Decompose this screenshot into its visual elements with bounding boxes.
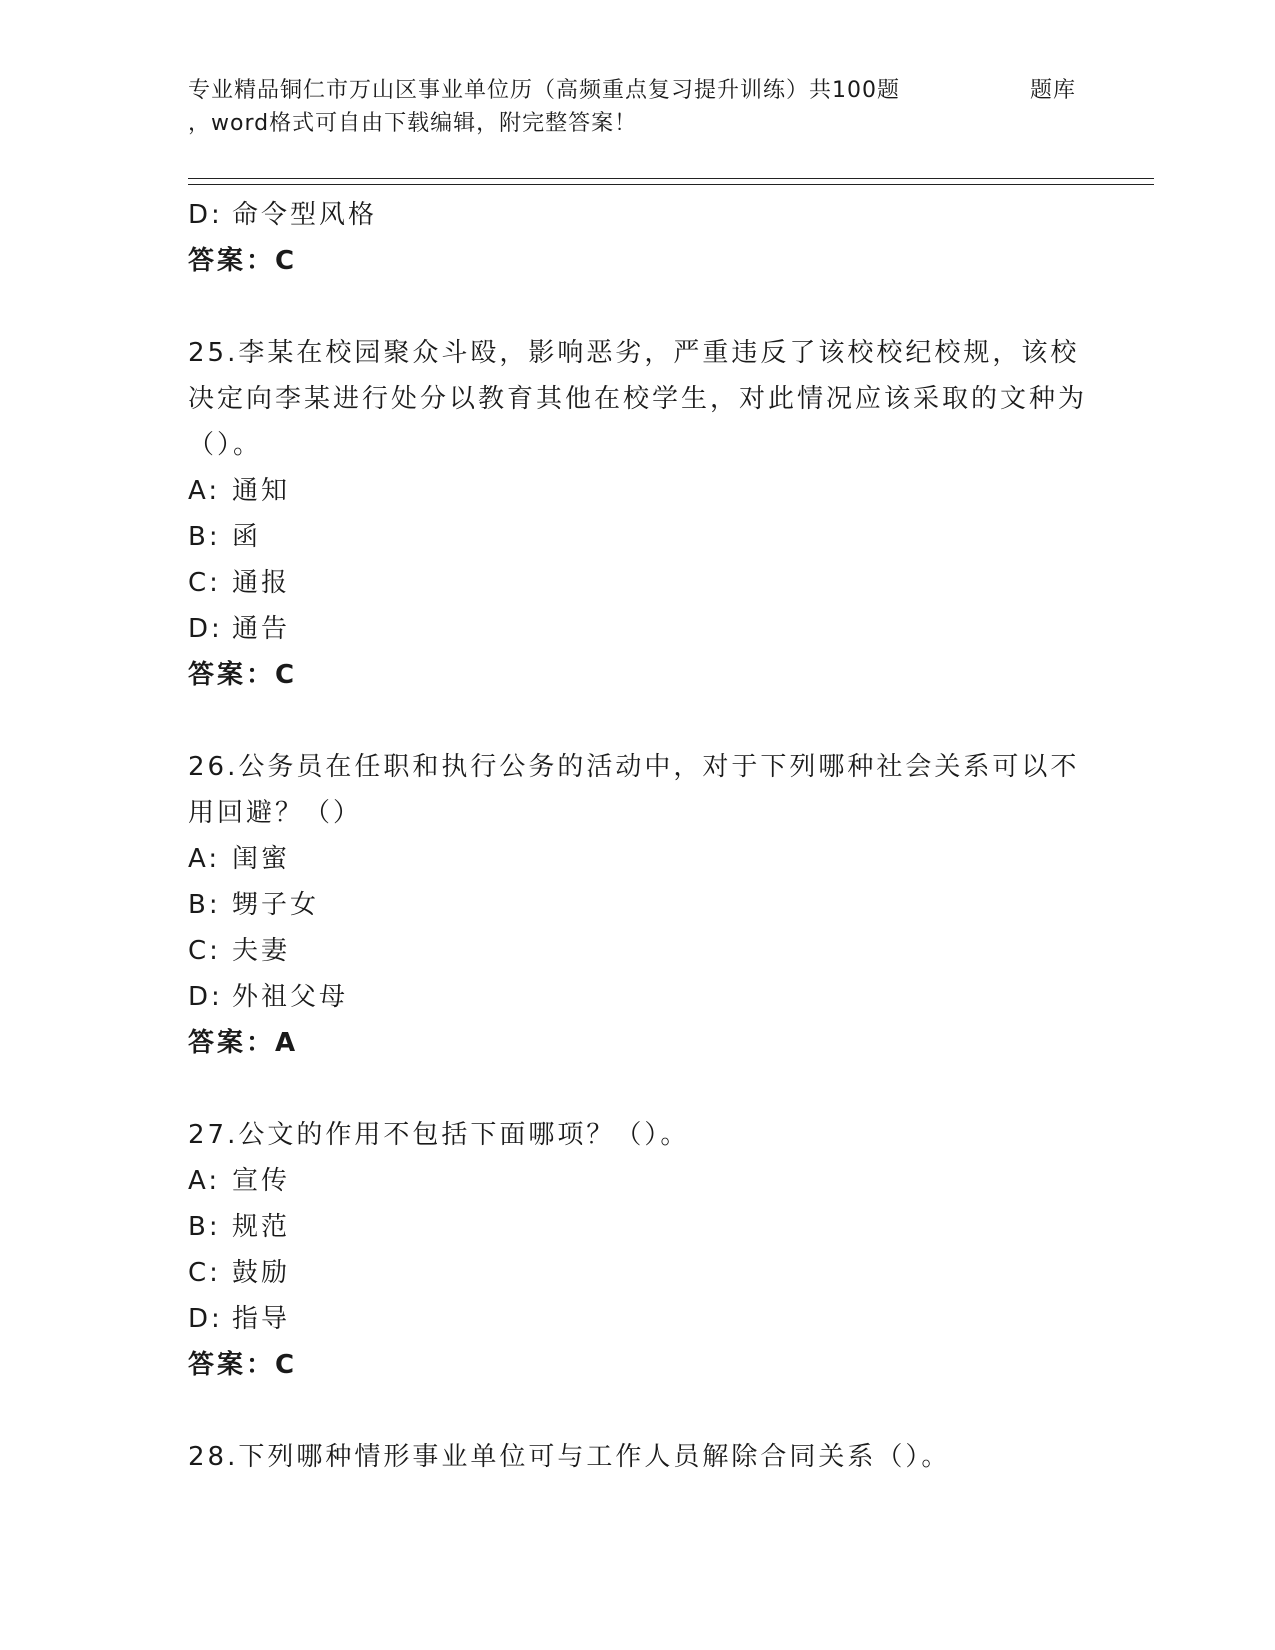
option-a: A: 闺蜜	[188, 844, 291, 874]
header-divider-bottom	[188, 184, 1154, 185]
option-c: C: 夫妻	[188, 936, 291, 966]
option-d: D: 指导	[188, 1304, 291, 1334]
option-b: B: 函	[188, 522, 262, 552]
option-b: B: 甥子女	[188, 890, 320, 920]
document-body	[188, 192, 1088, 1480]
header-subtitle: ，word格式可自由下载编辑，附完整答案！	[188, 111, 638, 136]
option-a: A: 宣传	[188, 1166, 291, 1196]
header-title: 专业精品铜仁市万山区事业单位历（高频重点复习提升训练）共100题	[188, 78, 900, 103]
answer-line: 答案：C	[188, 660, 298, 690]
question-28: 28.下列哪种情形事业单位可与工作人员解除合同关系（）。	[188, 1442, 951, 1472]
question-27: 27.公文的作用不包括下面哪项？（）。	[188, 1120, 690, 1150]
question-26: 26.公务员在任职和执行公务的活动中，对于下列哪种社会关系可以不用回避？（）	[188, 752, 1080, 828]
answer-line: 答案：C	[188, 246, 298, 276]
header-tag: 题库	[1030, 78, 1077, 103]
page-header	[188, 74, 1148, 140]
option-a: A: 通知	[188, 476, 291, 506]
option-d: D: 外祖父母	[188, 982, 349, 1012]
answer-line: 答案：A	[188, 1028, 299, 1058]
option-c: C: 鼓励	[188, 1258, 291, 1288]
option-c: C: 通报	[188, 568, 291, 598]
header-divider-top	[188, 178, 1154, 179]
option-d: D: 通告	[188, 614, 291, 644]
answer-line: 答案：C	[188, 1350, 298, 1380]
question-25: 25.李某在校园聚众斗殴，影响恶劣，严重违反了该校校纪校规，该校决定向李某进行处分以教育其他在校学生，对此情况应该采取的文种为（）。	[188, 338, 1088, 460]
option-d: D: 命令型风格	[188, 200, 378, 230]
option-b: B: 规范	[188, 1212, 291, 1242]
